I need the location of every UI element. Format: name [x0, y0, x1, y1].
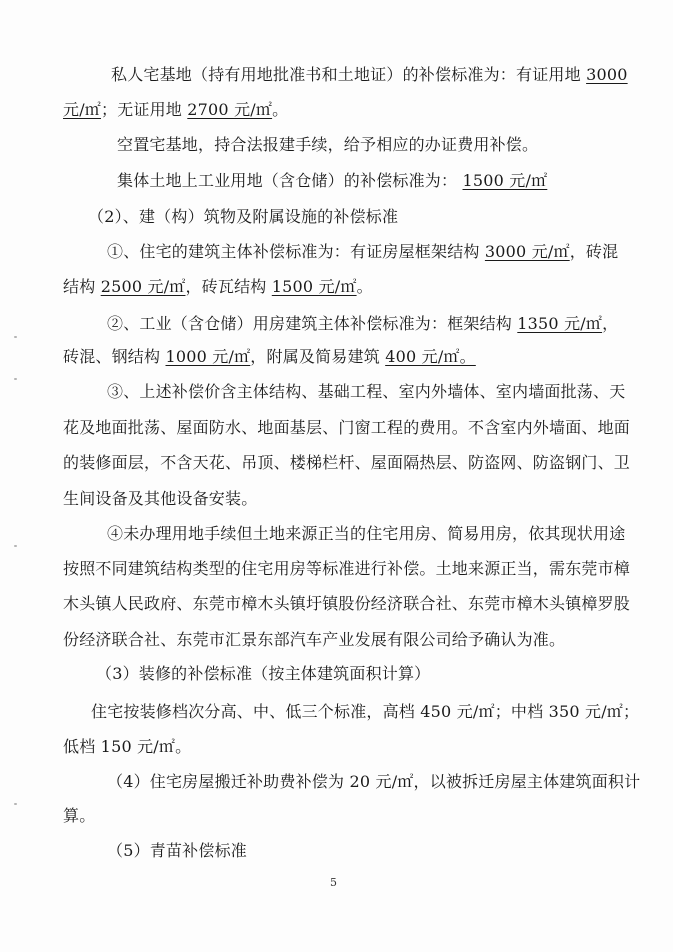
text-segment: ③、上述补偿价含主体结构、基础工程、室内外墙体、室内墙面批荡、天: [107, 382, 626, 401]
text-segment: ；无证用地: [101, 100, 188, 119]
text-segment: 生间设备及其他设备安装。: [63, 489, 258, 508]
underlined-value: 1350 元/㎡: [517, 314, 603, 333]
text-segment: 木头镇人民政府、东莞市樟木头镇圩镇股份经济联合社、东莞市樟木头镇樟罗股: [63, 594, 631, 613]
scan-mark: [14, 336, 17, 338]
text-segment: 份经济联合社、东莞市汇景东部汽车产业发展有限公司给予确认为准。: [63, 630, 566, 649]
text-segment: 按照不同建筑结构类型的住宅用房等标准进行补偿。土地来源正当，需东莞市樟: [63, 559, 631, 578]
text-segment: （2）、建（构）筑物及附属设施的补偿标准: [88, 207, 399, 226]
text-segment: （5）青苗补偿标准: [107, 841, 247, 860]
text-line: [88, 207, 398, 227]
text-segment: （4）住宅房屋搬迁补助费补偿为 20 元/㎡，以被拆迁房屋主体建筑面积计: [107, 772, 641, 791]
text-line: [63, 806, 95, 826]
text-segment: （3）装修的补偿标准（按主体建筑面积计算）: [96, 664, 431, 683]
text-line: [96, 664, 430, 684]
text-segment: ①、住宅的建筑主体补偿标准为：有证房屋框架结构: [107, 242, 485, 261]
text-segment: 集体土地上工业用地（含仓储）的补偿标准为：: [117, 171, 463, 190]
text-line: [107, 314, 618, 334]
underlined-value: 1500 元/㎡: [271, 277, 357, 296]
text-segment: 结构: [63, 277, 101, 296]
text-segment: 。: [356, 277, 373, 296]
underlined-value: 1000 元/㎡: [165, 347, 251, 366]
text-segment: ④未办理用地手续但土地来源正当的住宅用房、简易用房，依其现状用途: [107, 524, 626, 543]
text-line: [63, 100, 288, 120]
scan-mark: [14, 378, 17, 380]
underlined-value: 3000: [586, 65, 628, 84]
scan-mark: [14, 803, 17, 805]
text-line: [63, 347, 476, 367]
text-line: [111, 65, 628, 85]
scan-mark: [14, 545, 17, 547]
text-segment: 低档 150 元/㎡。: [63, 737, 192, 756]
text-line: [107, 841, 247, 861]
text-segment: ，附属及简易建筑: [250, 347, 386, 366]
underlined-value: 元/㎡: [63, 100, 101, 119]
text-line: [91, 702, 639, 722]
text-segment: 。: [272, 100, 289, 119]
text-segment: ，砖瓦结构: [185, 277, 272, 296]
text-segment: 私人宅基地（持有用地批准书和土地证）的补偿标准为：有证用地: [111, 65, 587, 84]
text-segment: 砖混、钢结构: [63, 347, 166, 366]
text-line: [63, 594, 630, 614]
text-line: [63, 630, 565, 650]
text-segment: 空置宅基地，持合法报建手续，给予相应的办证费用补偿。: [117, 135, 539, 154]
text-segment: ，砖混: [569, 242, 619, 261]
text-line: [63, 277, 373, 297]
text-line: [63, 559, 630, 579]
text-line: [107, 242, 618, 262]
underlined-value: 2500 元/㎡: [100, 277, 186, 296]
text-segment: 花及地面批荡、屋面防水、地面基层、门窗工程的费用。不含室内外墙面、地面: [63, 418, 631, 437]
page-number: 5: [330, 876, 337, 889]
text-line: [63, 737, 191, 757]
text-line: [107, 772, 640, 792]
text-segment: ，: [602, 314, 619, 333]
text-line: [63, 489, 257, 509]
text-line: [107, 382, 625, 402]
underlined-value: 2700 元/㎡: [187, 100, 273, 119]
text-line: [63, 453, 630, 473]
text-segment: 的装修面层，不含天花、吊顶、楼梯栏杆、屋面隔热层、防盗网、防盗钢门、卫: [63, 453, 631, 472]
underlined-value: 1500 元/㎡: [462, 171, 548, 190]
text-line: [63, 418, 630, 438]
text-segment: 算。: [63, 806, 96, 825]
text-line: [117, 171, 547, 191]
text-line: [117, 135, 538, 155]
underlined-value: 3000 元/㎡: [484, 242, 570, 261]
text-line: [107, 524, 625, 544]
text-segment: 住宅按装修档次分高、中、低三个标准，高档 450 元/㎡；中档 350 元/㎡；: [91, 702, 640, 721]
underlined-value: 400 元/㎡。: [385, 347, 476, 366]
text-segment: ②、工业（含仓储）用房建筑主体补偿标准为：框架结构: [107, 314, 518, 333]
